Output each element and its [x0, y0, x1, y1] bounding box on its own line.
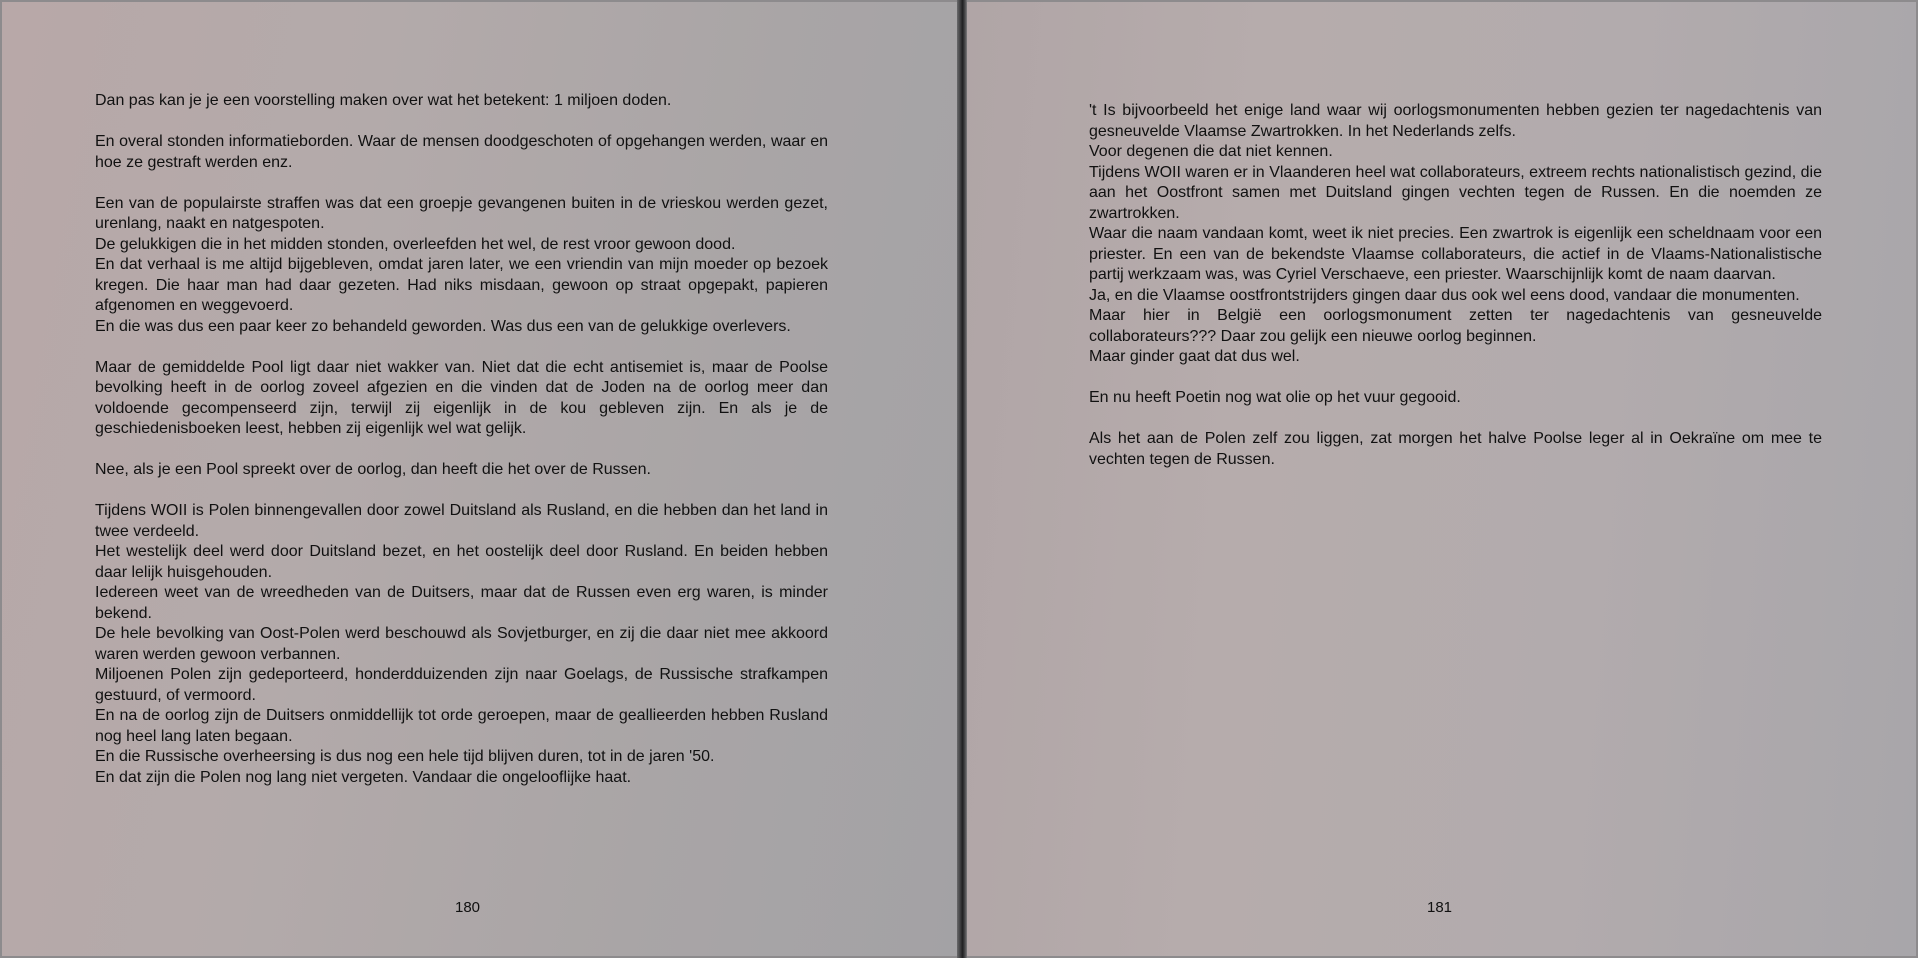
left-page-text — [95, 91, 828, 788]
paragraph: Ja, en die Vlaamse oostfrontstrijders gingen daar dus ook wel eens dood, vandaar die monumenten. — [1089, 286, 1800, 304]
book-spine — [957, 0, 967, 958]
paragraph: Tijdens WOII is Polen binnengevallen door zowel Duitsland als Rusland, en die hebben dan het land in twee verdeeld. — [95, 502, 828, 540]
paragraph: Tijdens WOII waren er in Vlaanderen heel wat collaborateurs, extreem rechts nationalistisch gezind, die aan het Oostfront samen met Duitsland gingen vechten tegen de Russen. En die noemden ze zwartrokken. — [1089, 163, 1822, 222]
paragraph: En die was dus een paar keer zo behandeld geworden. Was dus een van de gelukkige overlevers. — [95, 317, 791, 335]
right-page — [967, 2, 1916, 956]
paragraph: 't Is bijvoorbeeld het enige land waar wij oorlogsmonumenten hebben gezien ter nagedachtenis van gesneuvelde Vlaamse Zwartrokken. In het Nederlands zelfs. — [1089, 102, 1822, 140]
paragraph: Maar de gemiddelde Pool ligt daar niet wakker van. Niet dat die echt antisemiet is, maar de Poolse bevolking heeft in de oorlog zoveel afgezien en die vinden dat de Joden na de oorlog meer dan voldoende gecompenseerd zijn, terwijl zij eigenlijk in de kou gebleven zijn. En als je de geschiedenisboeken leest, hebben zij eigenlijk wel wat gelijk. — [95, 358, 828, 437]
page-number-left: 180 — [455, 899, 481, 916]
paragraph: En die Russische overheersing is dus nog een hele tijd blijven duren, tot in de jaren '50. — [95, 748, 715, 765]
paragraph: En overal stonden informatieborden. Waar de mensen doodgeschoten of opgehangen werden, waar en hoe ze gestraft werden enz. — [95, 133, 828, 171]
paragraph: Nee, als je een Pool spreekt over de oorlog, dan heeft die het over de Russen. — [95, 461, 651, 478]
paragraph: En nu heeft Poetin nog wat olie op het vuur gegooid. — [1089, 389, 1461, 406]
paragraph: Als het aan de Polen zelf zou liggen, zat morgen het halve Poolse leger al in Oekraïne om mee te vechten tegen de Russen. — [1089, 430, 1822, 468]
paragraph: De hele bevolking van Oost-Polen werd beschouwd als Sovjetburger, en zij die daar niet mee akkoord waren werden gewoon verbannen. — [95, 625, 828, 663]
paragraph: Dan pas kan je je een voorstelling maken over wat het betekent: 1 miljoen doden. — [95, 92, 672, 109]
paragraph: Voor degenen die dat niet kennen. — [1089, 143, 1333, 160]
page-number-right: 181 — [1427, 899, 1453, 916]
left-page — [2, 2, 957, 956]
right-page-text — [1089, 101, 1822, 470]
paragraph: Iedereen weet van de wreedheden van de Duitsers, maar dat de Russen even erg waren, is minder bekend. — [95, 584, 828, 622]
paragraph: En dat verhaal is me altijd bijgebleven, omdat jaren later, we een vriendin van mijn moeder op bezoek kregen. Die haar man had daar gezeten. Had niks misdaan, gewoon op straat opgepakt, papieren afgenomen en weggevoerd. — [95, 256, 828, 314]
paragraph: Het westelijk deel werd door Duitsland bezet, en het oostelijk deel door Rusland. En beiden hebben daar lelijk huisgehouden. — [95, 543, 828, 581]
paragraph: En dat zijn die Polen nog lang niet vergeten. Vandaar die ongelooflijke haat. — [95, 768, 632, 786]
paragraph: En na de oorlog zijn de Duitsers onmiddellijk tot orde geroepen, maar de geallieerden hebben Rusland nog heel lang laten begaan. — [95, 707, 828, 745]
paragraph: Maar hier in België een oorlogsmonument zetten ter nagedachtenis van gesneuvelde collaborateurs??? Daar zou gelijk een nieuwe oorlog beginnen. — [1089, 307, 1822, 345]
paragraph: Waar die naam vandaan komt, weet ik niet precies. Een zwartrok is eigenlijk een scheldnaam voor een priester. En een van de bekendste Vlaamse collaborateurs, die actief in de Vlaams-Nationalistische partij werkzaam was, was Cyriel Verschaeve, een priester. Waarschijnlijk komt de naam daarvan. — [1089, 225, 1822, 283]
paragraph: Maar ginder gaat dat dus wel. — [1089, 348, 1300, 365]
paragraph: Miljoenen Polen zijn gedeporteerd, honderdduizenden zijn naar Goelags, de Russische strafkampen gestuurd, of vermoord. — [95, 666, 828, 704]
paragraph: Een van de populairste straffen was dat een groepje gevangenen buiten in de vrieskou werden gezet, urenlang, naakt en natgespoten. — [95, 194, 828, 232]
paragraph: De gelukkigen die in het midden stonden, overleefden het wel, de rest vroor gewoon dood. — [95, 235, 736, 253]
